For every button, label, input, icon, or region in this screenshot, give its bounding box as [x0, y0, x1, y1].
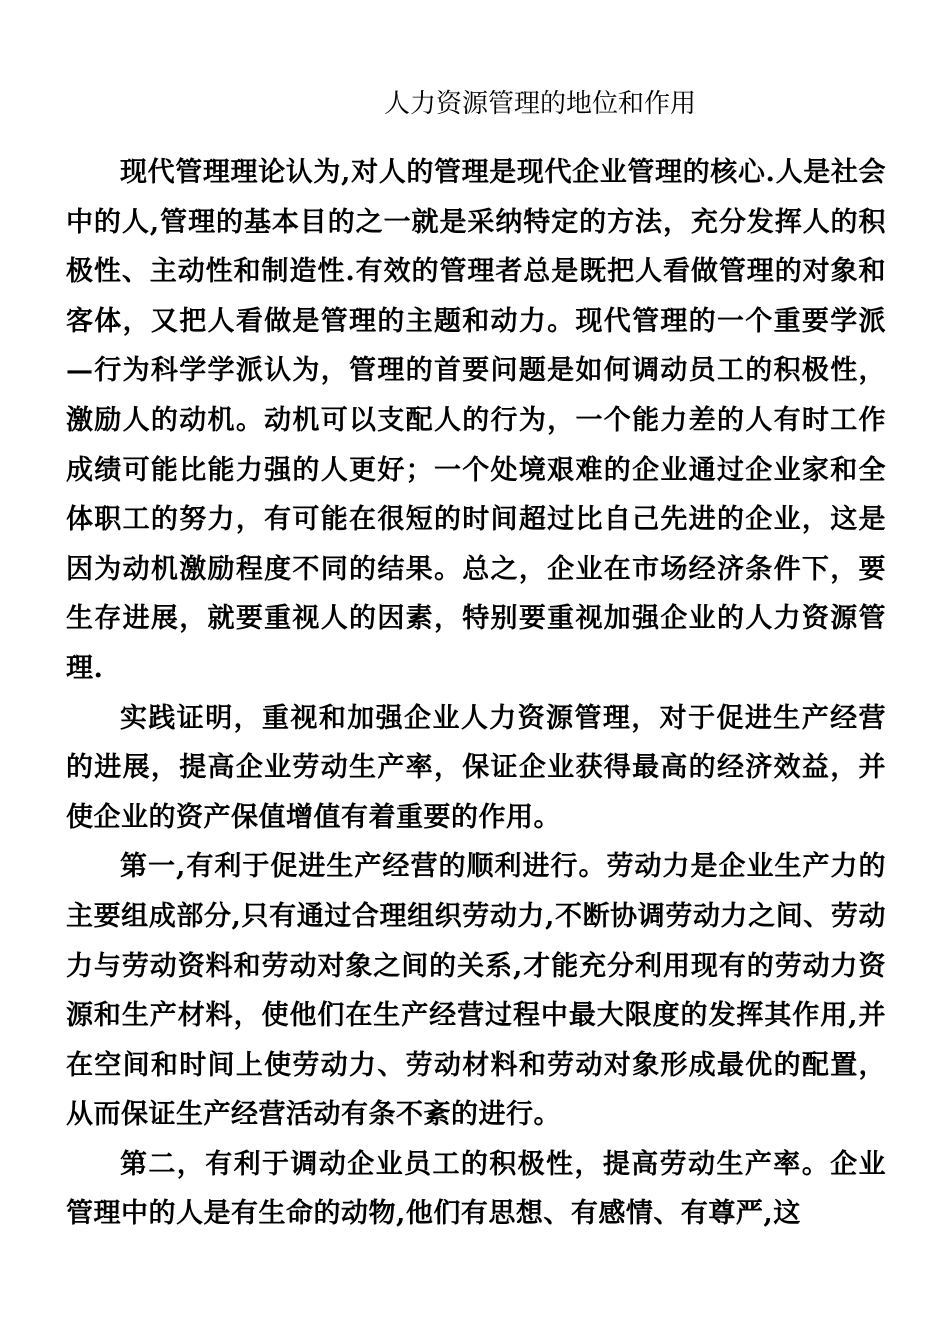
paragraph-1: 现代管理理论认为,对人的管理是现代企业管理的核心.人是社会中的人,管理的基本目的之一就是采纳特定的方法，充分发挥人的积极性、主动性和制造性.有效的管理者总是既把人看做管理的对象和客体，又把人看做是管理的主题和动力。现代管理的一个重要学派—行为科学学派认为，管理的首要问题是如何调动员工的积极性，激励人的动机。动机可以支配人的行为，一个能力差的人有时工作成绩可能比能力强的人更好；一个处境艰难的企业通过企业家和全体职工的努力，有可能在很短的时间超过比自己先进的企业，这是因为动机激励程度不同的结果。总之，企业在市场经济条件下，要生存进展，就要重视人的因素，特别要重视加强企业的人力资源管理. — [66, 157, 886, 684]
paragraph-2: 实践证明，重视和加强企业人力资源管理，对于促进生产经营的进展，提高企业劳动生产率，保证企业获得最高的经济效益，并使企业的资产保值增值有着重要的作用。 — [66, 702, 886, 833]
paragraph-3: 第一,有利于促进生产经营的顺利进行。劳动力是企业生产力的主要组成部分,只有通过合理组织劳动力,不断协调劳动力之间、劳动力与劳动资料和劳动对象之间的关系,才能充分利用现有的劳动力资源和生产材料，使他们在生产经营过程中最大限度的发挥其作用,并在空间和时间上使劳动力、劳动材料和劳动对象形成最优的配置，从而保证生产经营活动有条不紊的进行。 — [66, 851, 886, 1131]
document-body — [66, 148, 886, 1239]
paragraph-4: 第二，有利于调动企业员工的积极性，提高劳动生产率。企业管理中的人是有生命的动物,他们有思想、有感情、有尊严,这 — [66, 1148, 886, 1230]
document-title: 人力资源管理的地位和作用 — [383, 89, 696, 119]
